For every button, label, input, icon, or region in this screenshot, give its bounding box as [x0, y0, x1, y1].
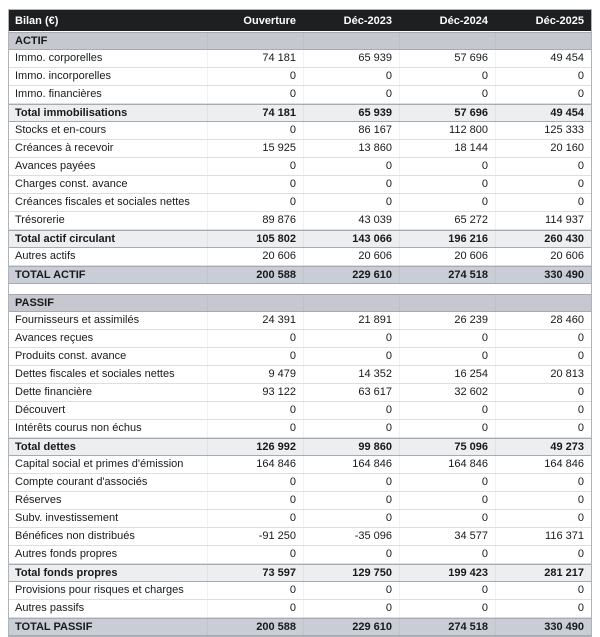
row-value	[399, 295, 495, 311]
row-label: TOTAL ACTIF	[15, 269, 86, 281]
row-value: 0	[303, 348, 399, 365]
row-value: 57 696	[399, 105, 495, 121]
row-value: 200 588	[207, 267, 303, 283]
table-row	[9, 618, 591, 636]
row-value: 0	[495, 582, 591, 599]
row-label: Immo. corporelles	[15, 52, 103, 64]
row-value: 34 577	[399, 528, 495, 545]
table-row	[9, 266, 591, 284]
row-value: 164 846	[495, 456, 591, 473]
row-value: 0	[207, 194, 303, 211]
row-value: 0	[495, 330, 591, 347]
row-value: 32 602	[399, 384, 495, 401]
table-row	[9, 528, 591, 546]
row-value: 0	[495, 384, 591, 401]
row-value: 0	[303, 330, 399, 347]
row-value: 0	[495, 86, 591, 103]
row-value: 65 939	[303, 50, 399, 67]
row-value: 0	[399, 402, 495, 419]
row-value: 0	[399, 68, 495, 85]
row-value: 65 939	[303, 105, 399, 121]
row-value: 57 696	[399, 50, 495, 67]
row-value: 0	[399, 510, 495, 527]
row-value	[303, 295, 399, 311]
row-value: 0	[495, 158, 591, 175]
row-value: 0	[399, 158, 495, 175]
table-row	[9, 86, 591, 104]
row-label: Stocks et en-cours	[15, 124, 107, 136]
row-value: 0	[495, 194, 591, 211]
row-value: 0	[207, 330, 303, 347]
row-value: 0	[207, 86, 303, 103]
row-value: 74 181	[207, 105, 303, 121]
table-row	[9, 420, 591, 438]
row-value: 0	[399, 330, 495, 347]
row-label: Avances payées	[15, 160, 96, 172]
row-label: Autres actifs	[15, 250, 76, 262]
row-value: 13 860	[303, 140, 399, 157]
spacer-row	[9, 284, 591, 294]
row-value: 0	[303, 546, 399, 563]
row-value: 0	[495, 176, 591, 193]
row-value: 0	[495, 600, 591, 617]
table-row	[9, 122, 591, 140]
table-row	[9, 582, 591, 600]
table-row	[9, 312, 591, 330]
row-value: 0	[399, 86, 495, 103]
row-label: Total immobilisations	[15, 107, 128, 119]
row-value: 0	[495, 348, 591, 365]
table-row	[9, 140, 591, 158]
row-label: Total dettes	[15, 441, 76, 453]
row-label: Avances reçues	[15, 332, 94, 344]
row-label: Charges const. avance	[15, 178, 128, 190]
row-label: Total actif circulant	[15, 233, 116, 245]
row-value: 0	[207, 600, 303, 617]
row-value: -35 096	[303, 528, 399, 545]
row-value: 16 254	[399, 366, 495, 383]
row-value: 63 617	[303, 384, 399, 401]
table-row	[9, 212, 591, 230]
row-value: 0	[399, 546, 495, 563]
row-value: 196 216	[399, 231, 495, 247]
table-row	[9, 510, 591, 528]
row-value: 0	[207, 492, 303, 509]
row-value: 49 454	[495, 105, 591, 121]
column-header-dec-2023: Déc-2023	[343, 15, 392, 27]
row-value: 0	[495, 510, 591, 527]
row-label: Capital social et primes d'émission	[15, 458, 184, 470]
row-value: 28 460	[495, 312, 591, 329]
row-value: 49 454	[495, 50, 591, 67]
row-label: Compte courant d'associés	[15, 476, 148, 488]
table-header-row	[9, 10, 591, 32]
column-header-ouverture: Ouverture	[243, 15, 296, 27]
row-value: 0	[207, 348, 303, 365]
row-label: Dette financière	[15, 386, 93, 398]
row-value: 116 371	[495, 528, 591, 545]
table-row	[9, 546, 591, 564]
row-value: 281 217	[495, 565, 591, 581]
row-value: 0	[207, 420, 303, 437]
row-value: 0	[495, 420, 591, 437]
row-value: 0	[207, 402, 303, 419]
row-value: 125 333	[495, 122, 591, 139]
row-label: Immo. incorporelles	[15, 70, 111, 82]
table-row	[9, 474, 591, 492]
table-row	[9, 330, 591, 348]
row-value: 0	[207, 122, 303, 139]
table-row	[9, 248, 591, 266]
table-row	[9, 348, 591, 366]
row-value: 0	[399, 348, 495, 365]
row-value	[495, 295, 591, 311]
row-value: 26 239	[399, 312, 495, 329]
row-value: 9 479	[207, 366, 303, 383]
balance-sheet-table	[8, 9, 592, 637]
row-value: 99 860	[303, 439, 399, 455]
row-value: 0	[303, 402, 399, 419]
row-value: 21 891	[303, 312, 399, 329]
row-value: 105 802	[207, 231, 303, 247]
table-row	[9, 230, 591, 248]
row-value: 20 606	[399, 248, 495, 265]
row-value: 330 490	[495, 619, 591, 635]
row-value: 164 846	[399, 456, 495, 473]
row-value: 0	[303, 492, 399, 509]
row-value: 0	[399, 420, 495, 437]
table-body	[9, 32, 591, 636]
row-value: 164 846	[303, 456, 399, 473]
row-value: 0	[495, 68, 591, 85]
table-row	[9, 104, 591, 122]
row-value: 0	[399, 492, 495, 509]
row-value: 229 610	[303, 619, 399, 635]
row-value: 0	[303, 86, 399, 103]
row-label: Immo. financières	[15, 88, 102, 100]
row-label: Autres fonds propres	[15, 548, 118, 560]
row-value: 0	[303, 176, 399, 193]
row-value: 73 597	[207, 565, 303, 581]
row-value: 0	[399, 176, 495, 193]
row-value: 0	[303, 68, 399, 85]
row-value: 114 937	[495, 212, 591, 229]
row-label: Provisions pour risques et charges	[15, 584, 184, 596]
row-label: PASSIF	[15, 297, 54, 309]
row-label: Trésorerie	[15, 214, 65, 226]
row-value: -91 250	[207, 528, 303, 545]
row-value: 15 925	[207, 140, 303, 157]
row-label: Créances fiscales et sociales nettes	[15, 196, 190, 208]
column-header-dec-2024: Déc-2024	[439, 15, 488, 27]
row-value: 274 518	[399, 267, 495, 283]
row-value: 0	[207, 582, 303, 599]
row-value: 0	[207, 474, 303, 491]
table-row	[9, 402, 591, 420]
table-title: Bilan (€)	[15, 15, 59, 27]
row-value	[399, 33, 495, 49]
table-row	[9, 564, 591, 582]
row-value: 164 846	[207, 456, 303, 473]
row-value: 49 273	[495, 439, 591, 455]
row-value: 0	[399, 474, 495, 491]
row-value: 89 876	[207, 212, 303, 229]
row-value: 0	[495, 402, 591, 419]
row-value: 0	[207, 158, 303, 175]
row-value: 43 039	[303, 212, 399, 229]
row-value	[495, 33, 591, 49]
row-value: 0	[495, 546, 591, 563]
table-row	[9, 366, 591, 384]
row-value: 260 430	[495, 231, 591, 247]
table-row	[9, 492, 591, 510]
row-value: 0	[303, 194, 399, 211]
row-value: 74 181	[207, 50, 303, 67]
row-label: Total fonds propres	[15, 567, 118, 579]
row-value	[207, 295, 303, 311]
section-row	[9, 32, 591, 50]
row-value: 330 490	[495, 267, 591, 283]
table-row	[9, 600, 591, 618]
table-row	[9, 50, 591, 68]
row-value: 20 160	[495, 140, 591, 157]
row-value: 0	[495, 492, 591, 509]
row-value: 0	[207, 510, 303, 527]
row-value: 112 800	[399, 122, 495, 139]
row-value: 143 066	[303, 231, 399, 247]
row-value: 0	[399, 582, 495, 599]
row-value: 0	[399, 600, 495, 617]
row-label: Autres passifs	[15, 602, 85, 614]
row-label: ACTIF	[15, 35, 48, 47]
row-value	[207, 33, 303, 49]
row-value: 20 813	[495, 366, 591, 383]
row-label: Subv. investissement	[15, 512, 119, 524]
row-value: 93 122	[207, 384, 303, 401]
row-label: Bénéfices non distribués	[15, 530, 135, 542]
row-value	[303, 33, 399, 49]
row-label: Intérêts courus non échus	[15, 422, 142, 434]
row-value: 229 610	[303, 267, 399, 283]
row-value: 274 518	[399, 619, 495, 635]
row-value: 199 423	[399, 565, 495, 581]
row-value: 86 167	[303, 122, 399, 139]
row-label: Découvert	[15, 404, 66, 416]
section-row	[9, 294, 591, 312]
row-value: 126 992	[207, 439, 303, 455]
row-label: Fournisseurs et assimilés	[15, 314, 140, 326]
row-value: 0	[207, 546, 303, 563]
row-value: 0	[303, 474, 399, 491]
row-value: 129 750	[303, 565, 399, 581]
row-value: 75 096	[399, 439, 495, 455]
table-row	[9, 176, 591, 194]
row-value: 14 352	[303, 366, 399, 383]
row-value: 20 606	[207, 248, 303, 265]
table-row	[9, 456, 591, 474]
table-row	[9, 158, 591, 176]
row-label: TOTAL PASSIF	[15, 621, 93, 633]
table-row	[9, 438, 591, 456]
row-value: 0	[207, 68, 303, 85]
column-header-dec-2025: Déc-2025	[535, 15, 584, 27]
table-row	[9, 68, 591, 86]
row-value: 0	[303, 600, 399, 617]
row-value: 0	[495, 474, 591, 491]
table-row	[9, 194, 591, 212]
row-label: Dettes fiscales et sociales nettes	[15, 368, 175, 380]
row-value: 0	[207, 176, 303, 193]
row-value: 18 144	[399, 140, 495, 157]
row-value: 200 588	[207, 619, 303, 635]
row-value: 0	[399, 194, 495, 211]
row-value: 20 606	[303, 248, 399, 265]
row-value: 0	[303, 582, 399, 599]
row-label: Créances à recevoir	[15, 142, 114, 154]
row-value: 0	[303, 420, 399, 437]
row-label: Produits const. avance	[15, 350, 127, 362]
row-value: 0	[303, 510, 399, 527]
row-value: 20 606	[495, 248, 591, 265]
table-row	[9, 384, 591, 402]
row-value: 65 272	[399, 212, 495, 229]
row-value: 24 391	[207, 312, 303, 329]
row-value: 0	[303, 158, 399, 175]
row-label: Réserves	[15, 494, 62, 506]
